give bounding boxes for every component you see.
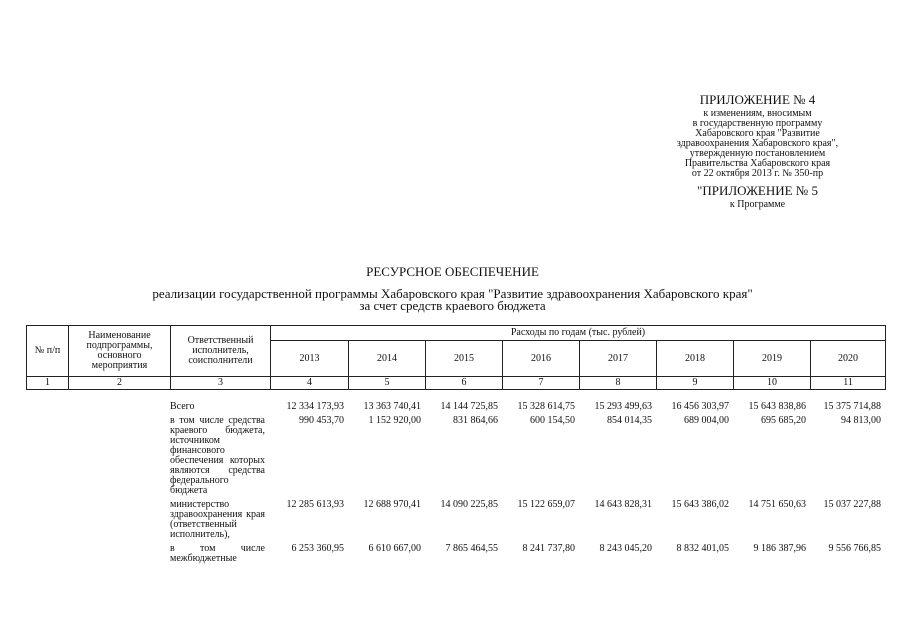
header-year: 2020 bbox=[811, 341, 886, 377]
document-subtitle: реализации государственной программы Хабаровского края "Развитие здравоохранения Хабаровского края" bbox=[152, 286, 753, 301]
document-title: РЕСУРСНОЕ ОБЕСПЕЧЕНИЕ bbox=[366, 264, 539, 279]
column-number: 4 bbox=[271, 377, 349, 390]
table-cell: 695 685,20 bbox=[761, 415, 806, 426]
table-cell: 15 328 614,75 bbox=[517, 401, 575, 412]
column-number: 9 bbox=[657, 377, 734, 390]
header-name: Наименование подпрограммы, основного мероприятия bbox=[69, 326, 171, 377]
table-row bbox=[26, 496, 885, 540]
table-cell: 14 751 650,63 bbox=[748, 499, 806, 510]
table-cell: 15 375 714,88 bbox=[823, 401, 881, 412]
header-year: 2015 bbox=[426, 341, 503, 377]
table-row bbox=[26, 412, 885, 496]
table-cell: 14 643 828,31 bbox=[594, 499, 652, 510]
table-cell: 990 453,70 bbox=[299, 415, 344, 426]
appendix-subheading: к Программе bbox=[729, 199, 786, 210]
column-number: 6 bbox=[426, 377, 503, 390]
header-executor: Ответственный исполнитель, соисполнители bbox=[171, 326, 271, 377]
row-label: в том числе средства краевого бюджета, источником финансового обеспечения которых являются средства федерального бюджета bbox=[170, 415, 265, 496]
table-cell: 12 688 970,41 bbox=[363, 499, 421, 510]
table-row bbox=[26, 540, 885, 564]
column-number: 7 bbox=[503, 377, 580, 390]
table-cell: 600 154,50 bbox=[530, 415, 575, 426]
column-number: 10 bbox=[734, 377, 811, 390]
column-number: 8 bbox=[580, 377, 657, 390]
appendix-line: от 22 октября 2013 г. № 350-пр bbox=[691, 168, 824, 179]
document-subtitle-2: за счет средств краевого бюджета bbox=[359, 298, 546, 313]
table-cell: 15 122 659,07 bbox=[517, 499, 575, 510]
table-cell: 854 014,35 bbox=[607, 415, 652, 426]
table-cell: 8 241 737,80 bbox=[522, 543, 575, 554]
table-cell: 1 152 920,00 bbox=[368, 415, 421, 426]
appendix-line: в государственную программу bbox=[692, 118, 823, 129]
column-number: 3 bbox=[171, 377, 271, 390]
appendix-line: Правительства Хабаровского края bbox=[684, 158, 831, 169]
row-label: Всего bbox=[170, 401, 195, 412]
appendix-line: Хабаровского края "Развитие bbox=[695, 128, 820, 139]
appendix-block bbox=[630, 92, 885, 210]
row-label: в том числе межбюджетные bbox=[170, 543, 265, 564]
header-year: 2014 bbox=[349, 341, 426, 377]
resources-table-body bbox=[26, 402, 885, 564]
appendix-line: утвержденную постановлением bbox=[689, 148, 826, 159]
table-cell: 6 610 667,00 bbox=[368, 543, 421, 554]
resources-table-header bbox=[26, 325, 886, 390]
table-cell: 15 643 386,02 bbox=[671, 499, 729, 510]
table-cell: 9 556 766,85 bbox=[828, 543, 881, 554]
table-row bbox=[26, 402, 885, 412]
table-cell: 9 186 387,96 bbox=[753, 543, 806, 554]
appendix-heading: ПРИЛОЖЕНИЕ № 4 bbox=[699, 92, 816, 107]
column-number: 11 bbox=[811, 377, 886, 390]
column-number: 5 bbox=[349, 377, 426, 390]
header-year: 2017 bbox=[580, 341, 657, 377]
table-cell: 14 144 725,85 bbox=[440, 401, 498, 412]
table-cell: 831 864,66 bbox=[453, 415, 498, 426]
header-num: № п/п bbox=[27, 326, 69, 377]
table-cell: 14 090 225,85 bbox=[440, 499, 498, 510]
header-year: 2016 bbox=[503, 341, 580, 377]
appendix-line: здравоохранения Хабаровского края", bbox=[676, 138, 839, 149]
table-cell: 94 813,00 bbox=[841, 415, 881, 426]
table-cell: 6 253 360,95 bbox=[291, 543, 344, 554]
table-cell: 8 832 401,05 bbox=[676, 543, 729, 554]
table-cell: 689 004,00 bbox=[684, 415, 729, 426]
header-expenses: Расходы по годам (тыс. рублей) bbox=[271, 326, 886, 341]
table-cell: 12 285 613,93 bbox=[286, 499, 344, 510]
appendix-line: к изменениям, вносимым bbox=[703, 108, 812, 119]
table-cell: 15 037 227,88 bbox=[823, 499, 881, 510]
table-cell: 8 243 045,20 bbox=[599, 543, 652, 554]
column-number: 2 bbox=[69, 377, 171, 390]
row-label: министерство здравоохранения края (ответственный исполнитель), bbox=[170, 499, 265, 540]
header-year: 2018 bbox=[657, 341, 734, 377]
table-cell: 15 643 838,86 bbox=[748, 401, 806, 412]
table-cell: 15 293 499,63 bbox=[594, 401, 652, 412]
table-cell: 16 456 303,97 bbox=[671, 401, 729, 412]
table-cell: 12 334 173,93 bbox=[286, 401, 344, 412]
header-year: 2019 bbox=[734, 341, 811, 377]
header-year: 2013 bbox=[271, 341, 349, 377]
table-cell: 7 865 464,55 bbox=[445, 543, 498, 554]
table-cell: 13 363 740,41 bbox=[363, 401, 421, 412]
column-number: 1 bbox=[27, 377, 69, 390]
appendix-heading-2: "ПРИЛОЖЕНИЕ № 5 bbox=[697, 183, 818, 198]
